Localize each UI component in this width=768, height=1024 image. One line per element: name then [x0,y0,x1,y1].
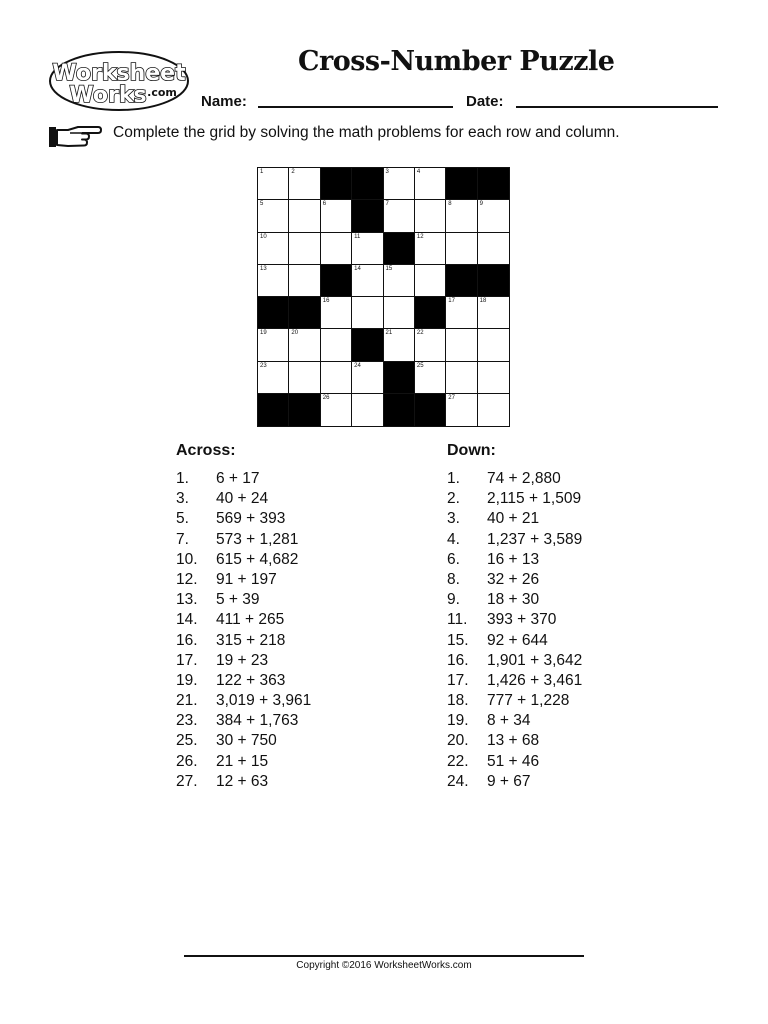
svg-text:Worksheet: Worksheet [52,61,186,86]
cell-number: 19 [260,330,267,337]
cell-number: 13 [260,265,267,272]
clue-text: 393 + 370 [487,611,557,629]
cell-number: 18 [479,298,487,304]
grid-cell-black [478,168,509,200]
clue-number: 14. [176,611,198,629]
clue-text: 122 + 363 [216,671,286,689]
clue-number: 21. [176,692,198,710]
across-clue [176,590,311,610]
cell-number: 1 [260,169,264,175]
clue-text: 1,901 + 3,642 [487,651,583,669]
clue-text: 19 + 23 [216,651,269,669]
down-clue [447,590,582,610]
clue-text: 569 + 393 [216,510,286,528]
name-field[interactable] [258,106,453,108]
clue-number: 18. [447,692,469,710]
grid-cell-black [446,265,477,297]
worksheetworks-logo [48,50,190,112]
clue-text: 16 + 13 [487,550,540,568]
grid-cell-black [258,394,289,426]
grid-cell[interactable] [352,362,383,394]
cell-number: 9 [479,201,483,208]
grid-cell[interactable] [258,329,289,361]
clue-text: 9 + 67 [487,772,531,790]
grid-cell[interactable] [289,265,320,297]
across-clue [176,489,311,509]
clue-text: 30 + 750 [216,732,277,750]
across-clue [176,570,311,590]
grid-cell[interactable] [415,362,446,394]
grid-cell-black [352,200,383,232]
grid-cell[interactable] [415,233,446,265]
grid-cell[interactable] [384,297,415,329]
grid-cell[interactable] [321,200,352,232]
grid-cell[interactable] [258,265,289,297]
clue-text: 8 + 34 [487,712,531,730]
cell-number: 21 [385,330,393,337]
grid-cell[interactable] [352,265,383,297]
grid-cell[interactable] [258,200,289,232]
cell-number: 24 [354,362,361,369]
clue-number: 13. [176,591,198,609]
clue-number: 17. [447,671,469,689]
grid-cell[interactable] [352,233,383,265]
cell-number: 26 [322,394,330,401]
cell-number: 16 [322,298,330,304]
grid-cell[interactable] [415,168,446,200]
cell-number: 23 [260,362,267,369]
clue-number: 19. [447,712,469,730]
down-clue [447,509,582,529]
cell-number: 10 [260,233,267,240]
clue-number: 12. [176,570,198,588]
clue-number: 3. [176,490,189,508]
name-label: Name: [201,93,247,110]
grid-cell[interactable] [258,233,289,265]
grid-cell-black [415,394,446,426]
clue-text: 91 + 197 [216,570,277,588]
clue-text: 32 + 26 [487,570,540,588]
grid-cell[interactable] [415,329,446,361]
grid-cell[interactable] [289,200,320,232]
down-heading: Down: [447,442,496,459]
clue-text: 1,237 + 3,589 [487,530,583,548]
cell-number: 20 [291,330,299,337]
footer-divider [184,955,584,957]
grid-cell[interactable] [352,394,383,426]
instructions-text: Complete the grid by solving the math problems for each row and column. [113,124,620,141]
clue-number: 25. [176,732,198,750]
grid-cell[interactable] [384,329,415,361]
clue-text: 6 + 17 [216,470,260,487]
grid-cell-black [384,394,415,426]
grid-cell[interactable] [289,329,320,361]
clue-text: 315 + 218 [216,631,286,649]
across-clue [176,610,311,630]
clue-number: 10. [176,550,198,568]
clue-number: 22. [447,752,469,770]
svg-text:Works: Works [69,83,147,108]
clue-number: 9. [447,591,460,609]
down-clue [447,772,582,792]
cell-number: 22 [416,330,424,337]
clue-text: 92 + 644 [487,631,548,649]
grid-cell[interactable] [478,200,509,232]
cell-number: 12 [416,233,424,240]
clue-text: 40 + 21 [487,510,540,528]
grid-cell[interactable] [478,233,509,265]
clue-number: 16. [176,631,198,649]
svg-text:.com: .com [147,86,177,99]
clue-text: 384 + 1,763 [216,712,299,730]
grid-cell[interactable] [321,329,352,361]
across-clue [176,469,311,489]
clue-text: 615 + 4,682 [216,550,299,568]
grid-cell[interactable] [446,362,477,394]
clue-number: 23. [176,712,198,730]
grid-cell[interactable] [446,297,477,329]
clue-number: 16. [447,651,469,669]
clue-number: 6. [447,550,460,568]
grid-cell[interactable] [289,233,320,265]
grid-cell[interactable] [478,394,509,426]
cell-number: 5 [260,201,264,208]
across-clue [176,731,311,751]
across-clue [176,711,311,731]
down-clue [447,671,582,691]
grid-cell[interactable] [321,362,352,394]
clue-number: 24. [447,772,469,790]
clue-number: 3. [447,510,460,528]
grid-cell-black [352,168,383,200]
down-clue [447,530,582,550]
grid-cell[interactable] [258,362,289,394]
grid-cell[interactable] [321,394,352,426]
grid-cell-black [289,394,320,426]
grid-cell-black [384,362,415,394]
clue-text: 2,115 + 1,509 [487,490,582,508]
grid-cell[interactable] [415,200,446,232]
across-clue [176,752,311,772]
cell-number: 11 [354,233,361,240]
down-clues [447,469,582,792]
clue-text: 1,426 + 3,461 [487,671,583,689]
down-clue [447,550,582,570]
down-clue [447,610,582,630]
clue-text: 12 + 63 [216,772,269,790]
grid-cell-black [415,297,446,329]
cell-number: 14 [354,265,361,272]
cell-number: 7 [385,201,389,208]
cell-number: 4 [416,169,421,175]
grid-cell-black [352,329,383,361]
clue-text: 13 + 68 [487,732,540,750]
copyright-text: Copyright ©2016 WorksheetWorks.com [296,960,472,971]
grid-cell-black [446,168,477,200]
down-clue [447,711,582,731]
grid-cell[interactable] [478,329,509,361]
across-clue [176,509,311,529]
down-clue [447,469,582,489]
clue-number: 8. [447,570,460,588]
grid-cell[interactable] [478,362,509,394]
down-clue [447,651,582,671]
down-clue [447,752,582,772]
pointing-hand-icon [48,124,102,150]
across-clue [176,530,311,550]
grid-cell[interactable] [446,200,477,232]
clue-number: 19. [176,671,198,689]
clue-number: 5. [176,510,189,528]
grid-cell[interactable] [352,297,383,329]
grid-cell[interactable] [384,265,415,297]
across-clue [176,691,311,711]
clue-number: 1. [447,470,460,487]
clue-number: 4. [447,530,460,548]
grid-cell-black [289,297,320,329]
cell-number: 17 [448,298,455,304]
grid-cell[interactable] [258,168,289,200]
across-clues [176,469,311,792]
grid-cell-black [478,265,509,297]
clue-number: 20. [447,732,469,750]
across-clue [176,772,311,792]
down-clue [447,731,582,751]
grid-cell-black [258,297,289,329]
clue-number: 17. [176,651,198,669]
across-clue [176,671,311,691]
grid-cell[interactable] [446,394,477,426]
grid-cell[interactable] [384,168,415,200]
date-field[interactable] [516,106,718,108]
across-clue [176,550,311,570]
clue-text: 573 + 1,281 [216,530,299,548]
cell-number: 3 [385,169,389,175]
grid-cell[interactable] [289,362,320,394]
grid-cell[interactable] [321,297,352,329]
clue-number: 26. [176,752,198,770]
grid-cell[interactable] [415,265,446,297]
cell-number: 6 [322,201,327,208]
clue-number: 7. [176,530,189,548]
clue-text: 21 + 15 [216,752,269,770]
down-clue [447,631,582,651]
clue-text: 5 + 39 [216,591,260,609]
down-clue [447,570,582,590]
cell-number: 27 [448,394,455,401]
cell-number: 25 [416,362,424,369]
cell-number: 2 [291,169,295,175]
clue-text: 777 + 1,228 [487,692,570,710]
clue-text: 74 + 2,880 [487,470,561,487]
clue-number: 2. [447,490,460,508]
grid-cell[interactable] [446,329,477,361]
grid-cell[interactable] [384,200,415,232]
across-clue [176,631,311,651]
grid-cell-black [384,233,415,265]
puzzle-grid [257,167,510,427]
clue-text: 411 + 265 [216,611,285,629]
clue-text: 18 + 30 [487,591,540,609]
grid-cell[interactable] [446,233,477,265]
grid-cell[interactable] [478,297,509,329]
clue-text: 40 + 24 [216,490,269,508]
grid-cell-black [321,168,352,200]
page-title: Cross-Number Puzzle [298,46,615,77]
across-heading: Across: [176,442,236,459]
clue-text: 51 + 46 [487,752,540,770]
cell-number: 15 [385,265,393,272]
clue-number: 1. [176,470,189,487]
clue-text: 3,019 + 3,961 [216,692,312,710]
clue-number: 11. [447,611,468,629]
across-clue [176,651,311,671]
grid-cell[interactable] [321,233,352,265]
date-label: Date: [466,93,504,110]
grid-cell[interactable] [289,168,320,200]
cell-number: 8 [448,201,452,208]
clue-number: 15. [447,631,469,649]
clue-number: 27. [176,772,198,790]
down-clue [447,489,582,509]
grid-cell-black [321,265,352,297]
down-clue [447,691,582,711]
